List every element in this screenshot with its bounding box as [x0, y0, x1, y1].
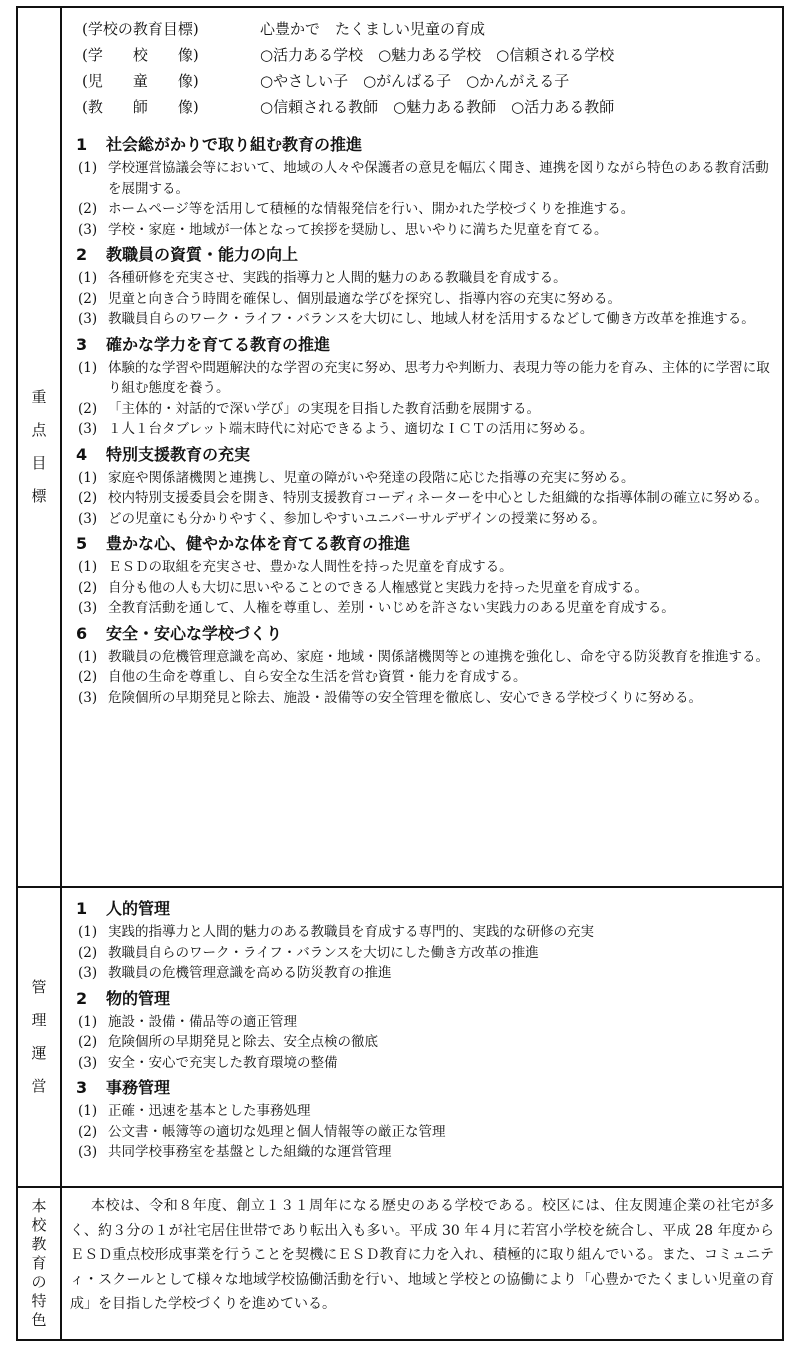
motto-key: (学 校 像): [82, 46, 199, 64]
management-sections: [62, 888, 782, 1167]
item-text: 教職員自らのワーク・ライフ・バランスを大切にし、地域人材を活用するなどして働き方改革を推進する。: [108, 311, 755, 327]
item-number: (1): [78, 270, 98, 286]
section-title-text: 物的管理: [106, 988, 171, 1008]
motto-value: ○信頼される教師 ○魅力ある教師 ○活力ある教師: [260, 98, 615, 116]
section-title-text: 特別支援教育の充実: [106, 444, 251, 464]
item-text: 「主体的・対話的で深い学び」の実現を目指した教育活動を展開する。: [108, 400, 540, 417]
label-char: 重: [31, 388, 47, 406]
item-text: 体験的な学習や問題解決的な学習の充実に努め、思考力や判断力、表現力等の能力を育み、主体的に学習に取り組む態度を養う。: [108, 359, 770, 396]
item-number: (2): [78, 1034, 98, 1050]
item-text: 施設・設備・備品等の適正管理: [108, 1013, 297, 1030]
item-number: (3): [78, 1144, 98, 1160]
item-number: (1): [78, 1013, 98, 1030]
item-text: どの児童にも分かりやすく、参加しやすいユニバーサルデザインの授業に努める。: [108, 510, 606, 527]
management-label-cell: [17, 887, 61, 1187]
item-text: 学校運営協議会等において、地域の人々や保護者の意見を幅広く聞き、連携を図りながら特色のある教育活動を展開する。: [108, 160, 769, 197]
section-title-text: 豊かな心、健やかな体を育てる教育の推進: [106, 534, 411, 553]
label-char: 校: [31, 1216, 47, 1234]
section-title-text: 事務管理: [106, 1078, 171, 1097]
item-text: 家庭や関係諸機関と連携し、児童の障がいや発達の段階に応じた指導の充実に努める。: [108, 469, 635, 486]
list-item: [76, 268, 772, 289]
item-text: 危険個所の早期発見と除去、安全点検の徹底: [108, 1034, 378, 1050]
item-text: 学校・家庭・地域が一体となって挨拶を奨励し、思いやりに満ちた児童を育てる。: [108, 221, 608, 238]
motto-row: [82, 68, 772, 94]
section-number: 6: [76, 623, 88, 643]
section-title-text: 社会総がかりで取り組む教育の推進: [106, 135, 363, 154]
list-item: [76, 1012, 772, 1033]
label-char: 理: [31, 1011, 47, 1029]
item-number: (1): [78, 469, 98, 486]
section-title: [76, 242, 772, 268]
item-number: (2): [78, 579, 98, 596]
section-title-text: 確かな学力を育てる教育の推進: [106, 334, 331, 354]
item-number: (1): [78, 1103, 98, 1119]
goals-content: [62, 8, 782, 712]
goals-label-cell: [17, 7, 61, 887]
item-text: 安全・安心で充実した教育環境の整備: [108, 1054, 338, 1071]
motto-row: [82, 42, 772, 68]
list-item: [76, 419, 772, 440]
list-item: [76, 220, 772, 241]
motto-key: (学校の教育目標): [82, 20, 199, 38]
section-title: [76, 531, 772, 557]
section-number: 4: [76, 444, 88, 464]
label-char: 点: [31, 421, 47, 439]
motto-row: [82, 16, 772, 42]
item-number: (3): [78, 600, 98, 616]
list-item: [76, 399, 772, 420]
list-item: [76, 963, 772, 984]
list-item: [76, 943, 772, 964]
label-char: 色: [31, 1311, 47, 1329]
section-number: 1: [76, 135, 88, 154]
item-text: 正確・迅速を基本とした事務処理: [108, 1103, 311, 1119]
label-char: 目: [31, 454, 47, 472]
goals-row: [17, 7, 783, 887]
item-number: (1): [78, 359, 98, 376]
motto-row: [82, 94, 772, 120]
item-text: 校内特別支援委員会を開き、特別支援教育コーディネーターを中心とした組織的な指導体制の確立に努める。: [108, 490, 768, 506]
section-number: 5: [76, 534, 88, 553]
item-number: (1): [78, 924, 98, 940]
list-item: [76, 1053, 772, 1074]
motto-key: (教 師 像): [82, 98, 199, 116]
item-text: 各種研修を充実させ、実践的指導力と人間的魅力のある教職員を育成する。: [108, 270, 567, 286]
list-item: [76, 598, 772, 619]
list-item: [76, 1142, 772, 1163]
motto-key: (児 童 像): [82, 72, 199, 90]
label-char: 特: [31, 1292, 47, 1310]
section-title: [76, 442, 772, 468]
list-item: [76, 1032, 772, 1053]
item-number: (3): [78, 510, 98, 527]
item-number: (3): [78, 689, 98, 706]
list-item: [76, 1122, 772, 1143]
list-item: [76, 158, 772, 199]
item-text: 自他の生命を尊重し、自ら安全な生活を営む資質・能力を育成する。: [108, 669, 527, 685]
item-number: (2): [78, 201, 98, 217]
item-number: (3): [78, 1054, 98, 1071]
item-number: (3): [78, 421, 98, 437]
goals-content-cell: [61, 7, 783, 887]
label-char: 教: [31, 1235, 47, 1253]
list-item: [76, 468, 772, 489]
goals-label: [18, 8, 60, 886]
item-text: 実践的指導力と人間的魅力のある教職員を育成する専門的、実践的な研修の充実: [108, 924, 594, 940]
label-char: の: [31, 1273, 47, 1291]
motto-value: 心豊かで たくましい児童の育成: [260, 20, 486, 38]
motto-value: ○やさしい子 ○がんばる子 ○かんがえる子: [260, 72, 570, 90]
features-label: [18, 1188, 60, 1339]
list-item: [76, 922, 772, 943]
item-number: (2): [78, 290, 98, 307]
item-text: 自分も他の人も大切に思いやることのできる人権感覚と実践力を持った児童を育成する。: [108, 579, 648, 596]
item-number: (1): [78, 160, 98, 176]
section-title: [76, 332, 772, 358]
list-item: [76, 289, 772, 310]
label-char: 標: [31, 487, 47, 505]
item-number: (3): [78, 311, 98, 327]
label-char: 本: [31, 1197, 47, 1215]
label-char: 営: [31, 1077, 47, 1095]
item-text: 全教育活動を通して、人権を尊重し、差別・いじめを許さない実践力のある児童を育成する。: [108, 600, 675, 616]
list-item: [76, 309, 772, 330]
section-number: 1: [76, 899, 88, 918]
item-text: １人１台タブレット端末時代に対応できるよう、適切なＩＣＴの活用に努める。: [108, 421, 594, 437]
management-row: [17, 887, 783, 1187]
item-number: (1): [78, 559, 98, 575]
list-item: [76, 509, 772, 530]
list-item: [76, 488, 772, 509]
item-text: ＥＳＤの取組を充実させ、豊かな人間性を持った児童を育成する。: [108, 559, 513, 575]
section-title: [76, 621, 772, 647]
features-text: 本校は、令和８年度、創立１３１周年になる歴史のある学校である。校区には、住友関連企業の社宅が多く、約３分の１が社宅居住世帯であり転出入も多い。平成 30 年４月に若宮小学校を統合し、平成 28 年度からＥＳＤ重点校形成事業を行うことを契機にＥＳＤ教育に力を入れ、積極的に取り組んでいる。また、コミュニティ・スクールとして様々な地域学校協働活動を行い、地域と学校との協働により「心豊かでたくましい児童の育成」を目指した学校づくりを進めている。: [70, 1198, 774, 1312]
item-text: 公文書・帳簿等の適切な処理と個人情報等の厳正な管理: [108, 1123, 446, 1140]
item-number: (2): [78, 669, 98, 685]
section-number: 2: [76, 245, 88, 264]
features-label-cell: [17, 1187, 61, 1340]
item-text: 危険個所の早期発見と除去、施設・設備等の安全管理を徹底し、安心できる学校づくりに努める。: [108, 689, 702, 706]
list-item: [76, 1101, 772, 1122]
item-number: (2): [78, 490, 98, 506]
section-title: [76, 986, 772, 1012]
section-title: [76, 896, 772, 922]
item-text: 教職員の危機管理意識を高める防災教育の推進: [108, 965, 392, 981]
list-item: [76, 578, 772, 599]
section-number: 3: [76, 1078, 88, 1097]
section-title-text: 人的管理: [106, 899, 171, 918]
label-char: 育: [31, 1254, 47, 1272]
list-item: [76, 358, 772, 399]
section-title-text: 教職員の資質・能力の向上: [106, 245, 299, 264]
list-item: [76, 199, 772, 220]
management-label: [18, 888, 60, 1186]
list-item: [76, 667, 772, 688]
item-number: (3): [78, 221, 98, 238]
features-row: [17, 1187, 783, 1340]
item-number: (1): [78, 648, 98, 665]
features-content-cell: [61, 1187, 783, 1340]
section-number: 3: [76, 334, 88, 354]
motto-value: ○活力ある学校 ○魅力ある学校 ○信頼される学校: [260, 46, 615, 64]
management-content-cell: [61, 887, 783, 1187]
item-text: 児童と向き合う時間を確保し、個別最適な学びを探究し、指導内容の充実に努める。: [108, 290, 621, 307]
item-number: (2): [78, 944, 98, 961]
goals-sections: [76, 132, 772, 708]
item-text: 教職員の危機管理意識を高め、家庭・地域・関係諸機関等との連携を強化し、命を守る防災教育を推進する。: [108, 648, 769, 665]
label-char: 管: [31, 978, 47, 996]
section-number: 2: [76, 988, 88, 1008]
list-item: [76, 688, 772, 709]
section-title-text: 安全・安心な学校づくり: [106, 623, 283, 643]
section-title: [76, 1075, 772, 1101]
list-item: [76, 647, 772, 668]
item-text: 教職員自らのワーク・ライフ・バランスを大切にした働き方改革の推進: [108, 944, 539, 961]
section-title: [76, 132, 772, 158]
school-plan-table: [16, 6, 784, 1341]
item-number: (2): [78, 400, 98, 417]
list-item: [76, 557, 772, 578]
item-text: 共同学校事務室を基盤とした組織的な運営管理: [108, 1144, 392, 1160]
label-char: 運: [31, 1044, 47, 1062]
item-number: (2): [78, 1123, 98, 1140]
mottos: [82, 16, 772, 120]
item-number: (3): [78, 965, 98, 981]
item-text: ホームページ等を活用して積極的な情報発信を行い、開かれた学校づくりを推進する。: [108, 201, 635, 217]
